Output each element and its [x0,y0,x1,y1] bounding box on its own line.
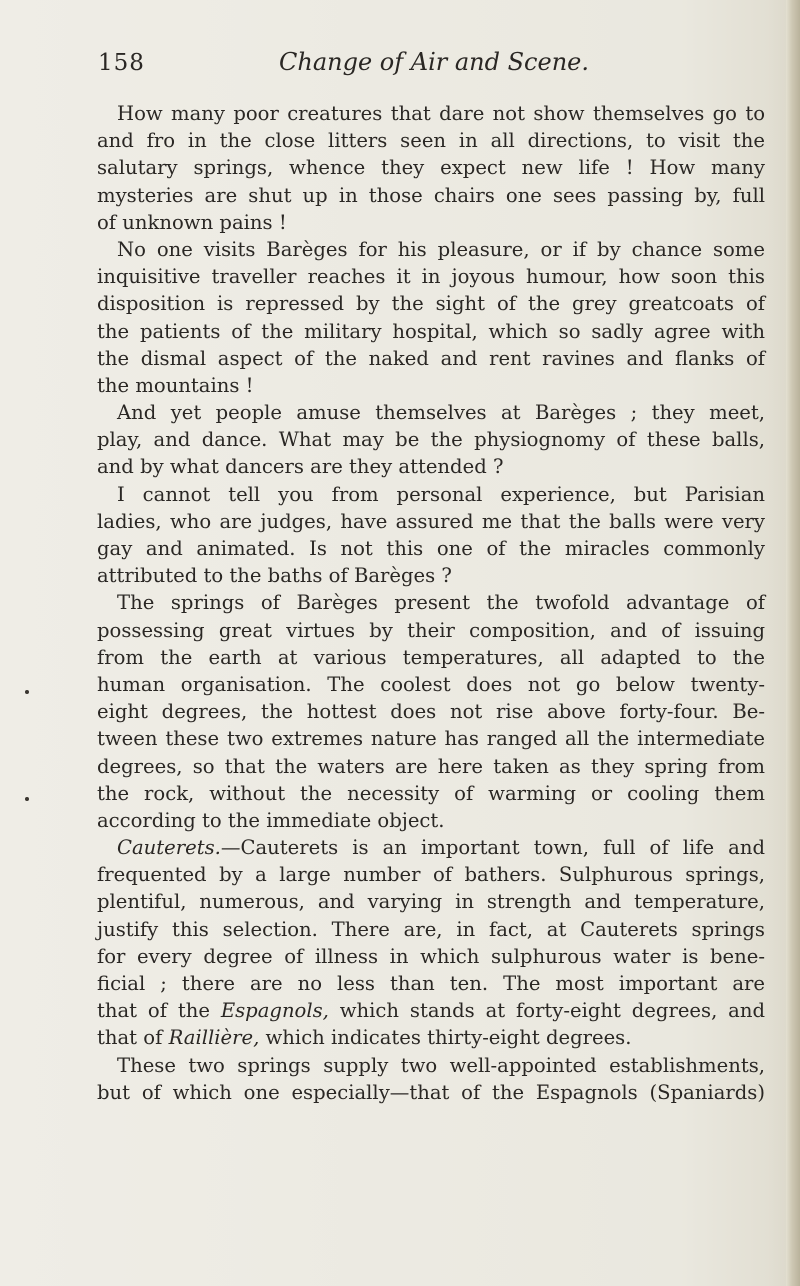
text-line [97,508,765,535]
line-text: degrees, so that the waters are here taken as they spring from [97,754,765,778]
text-line [97,725,765,752]
text-line [97,481,765,508]
line-text: mysteries are shut up in those chairs one sees passing by, full [97,183,765,207]
text-line [97,263,765,290]
line-text: that of the [97,999,221,1023]
text-line [97,753,765,780]
line-text: the patients of the military hospital, which so sadly agree with [97,319,765,343]
line-text: for every degree of illness in which sulphurous water is bene- [97,944,765,968]
italic-term: Cauterets. [117,836,221,860]
line-text: These two springs supply two well-appointed establishments, [117,1053,765,1077]
line-text: that of [97,1026,169,1050]
body-text [97,100,765,1106]
line-text: possessing great virtues by their composition, and of issuing [97,618,765,642]
line-text: salutary springs, whence they expect new life ! How many [97,156,765,180]
text-line [97,943,765,970]
line-text: And yet people amuse themselves at Barèges ; they meet, [117,401,765,425]
text-line [97,671,765,698]
text-line [97,834,765,861]
line-text-continued: which indicates thirty-eight degrees. [259,1026,632,1050]
text-line [97,644,765,671]
line-text: The springs of Barèges present the twofold advantage of [117,591,765,615]
text-line [97,997,765,1024]
text-line [97,861,765,888]
page-edge [786,0,800,1286]
text-line [97,1052,765,1079]
text-line [97,970,765,997]
text-line [97,535,765,562]
text-line [97,154,765,181]
line-text: disposition is repressed by the sight of the grey greatcoats of [97,292,765,316]
text-line [97,1024,765,1051]
line-text: but of which one especially—that of the Espagnols (Spaniards) [97,1080,765,1104]
line-text: ficial ; there are no less than ten. The most important are [97,972,765,995]
line-text: attributed to the baths of Barèges ? [97,564,452,588]
text-line [97,1079,765,1106]
text-line [97,372,765,399]
line-text: the rock, without the necessity of warming or cooling them [97,781,765,805]
text-line [97,127,765,154]
text-line [97,698,765,725]
line-text: How many poor creatures that dare not show themselves go to [117,102,765,125]
line-text: plentiful, numerous, and varying in strength and temperature, [97,890,765,914]
margin-speck [25,797,29,801]
line-text: play, and dance. What may be the physiognomy of these balls, [97,428,765,452]
line-text-continued: which stands at forty-eight degrees, and [328,999,766,1023]
line-text: according to the immediate object. [97,808,445,832]
line-text: inquisitive traveller reaches it in joyous humour, how soon this [97,265,765,289]
line-text: gay and animated. Is not this one of the miracles commonly [97,537,765,560]
line-text: ladies, who are judges, have assured me that the balls were very [97,509,765,533]
text-line [97,290,765,317]
text-line [97,399,765,426]
line-text: I cannot tell you from personal experience, but Parisian [117,482,765,506]
line-text: the dismal aspect of the naked and rent ravines and flanks of [97,346,765,370]
line-text: human organisation. The coolest does not go below twenty- [97,672,765,696]
running-head [84,48,764,84]
text-line [97,100,765,127]
italic-term: Raillière, [168,1026,260,1050]
text-line [97,345,765,372]
text-line [97,453,765,480]
text-line [97,780,765,807]
page-number: 158 [98,50,145,76]
text-line [97,888,765,915]
line-text: frequented by a large number of bathers. Sulphurous springs, [97,863,765,887]
line-text: justify this selection. There are, in fact, at Cauterets springs [97,917,765,941]
text-line [97,589,765,616]
text-line [97,236,765,263]
line-text: of unknown pains ! [97,210,287,234]
line-text: the mountains ! [97,373,254,397]
line-text: eight degrees, the hottest does not rise above forty-four. Be- [97,700,765,724]
line-text-continued: —Cauterets is an important town, full of life and [220,836,765,860]
text-line [97,182,765,209]
line-text: No one visits Barèges for his pleasure, or if by chance some [117,237,765,261]
line-text: and fro in the close litters seen in all directions, to visit the [97,129,765,153]
text-line [97,562,765,589]
text-line [97,318,765,345]
text-line [97,916,765,943]
line-text: tween these two extremes nature has ranged all the intermediate [97,727,765,751]
line-text: from the earth at various temperatures, all adapted to the [97,645,765,669]
italic-term: Espagnols, [220,999,329,1023]
margin-speck [25,690,29,694]
text-line [97,426,765,453]
line-text: and by what dancers are they attended ? [97,455,504,479]
text-line [97,617,765,644]
text-line [97,209,765,236]
text-line [97,807,765,834]
running-title: Change of Air and Scene. [279,48,589,76]
